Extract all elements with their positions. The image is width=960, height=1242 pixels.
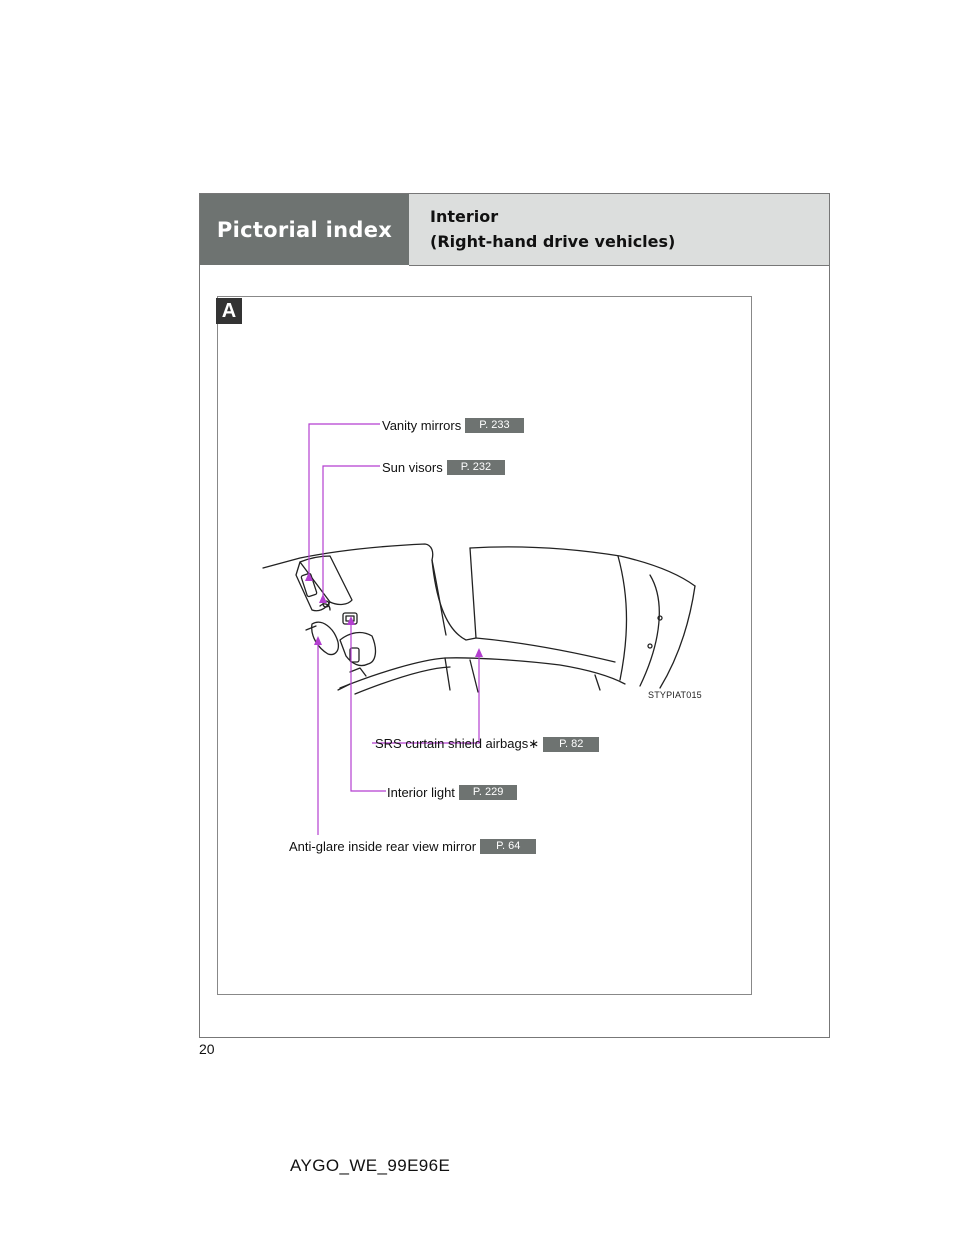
callout-anti-glare-mirror	[289, 837, 536, 855]
page-ref-link[interactable]: P. 229	[459, 785, 517, 800]
callout-label: Anti-glare inside rear view mirror	[289, 838, 477, 854]
callout-label: SRS curtain shield airbags∗	[375, 736, 540, 751]
callout-srs-airbags	[375, 735, 599, 753]
section-title: Pictorial index	[200, 194, 409, 265]
page-title-line1: Interior	[430, 207, 499, 226]
document-code: AYGO_WE_99E96E	[290, 1156, 451, 1175]
page-ref-link[interactable]: P. 232	[447, 460, 505, 475]
callout-label: Interior light	[387, 784, 455, 800]
callout-vanity-mirrors	[382, 416, 524, 434]
page-title-line2: (Right-hand drive vehicles)	[430, 232, 676, 251]
figure-badge: A	[216, 298, 242, 324]
page-number: 20	[199, 1041, 215, 1057]
page-ref-link[interactable]: P. 64	[480, 839, 536, 854]
page-ref-link[interactable]: P. 233	[465, 418, 523, 433]
callout-sun-visors	[382, 458, 505, 476]
callout-interior-light	[387, 783, 517, 801]
callout-label: Sun visors	[382, 459, 443, 475]
page-ref-link[interactable]: P. 82	[543, 737, 599, 752]
callout-label: Vanity mirrors	[382, 417, 462, 433]
image-code: STYPIAT015	[648, 690, 702, 700]
